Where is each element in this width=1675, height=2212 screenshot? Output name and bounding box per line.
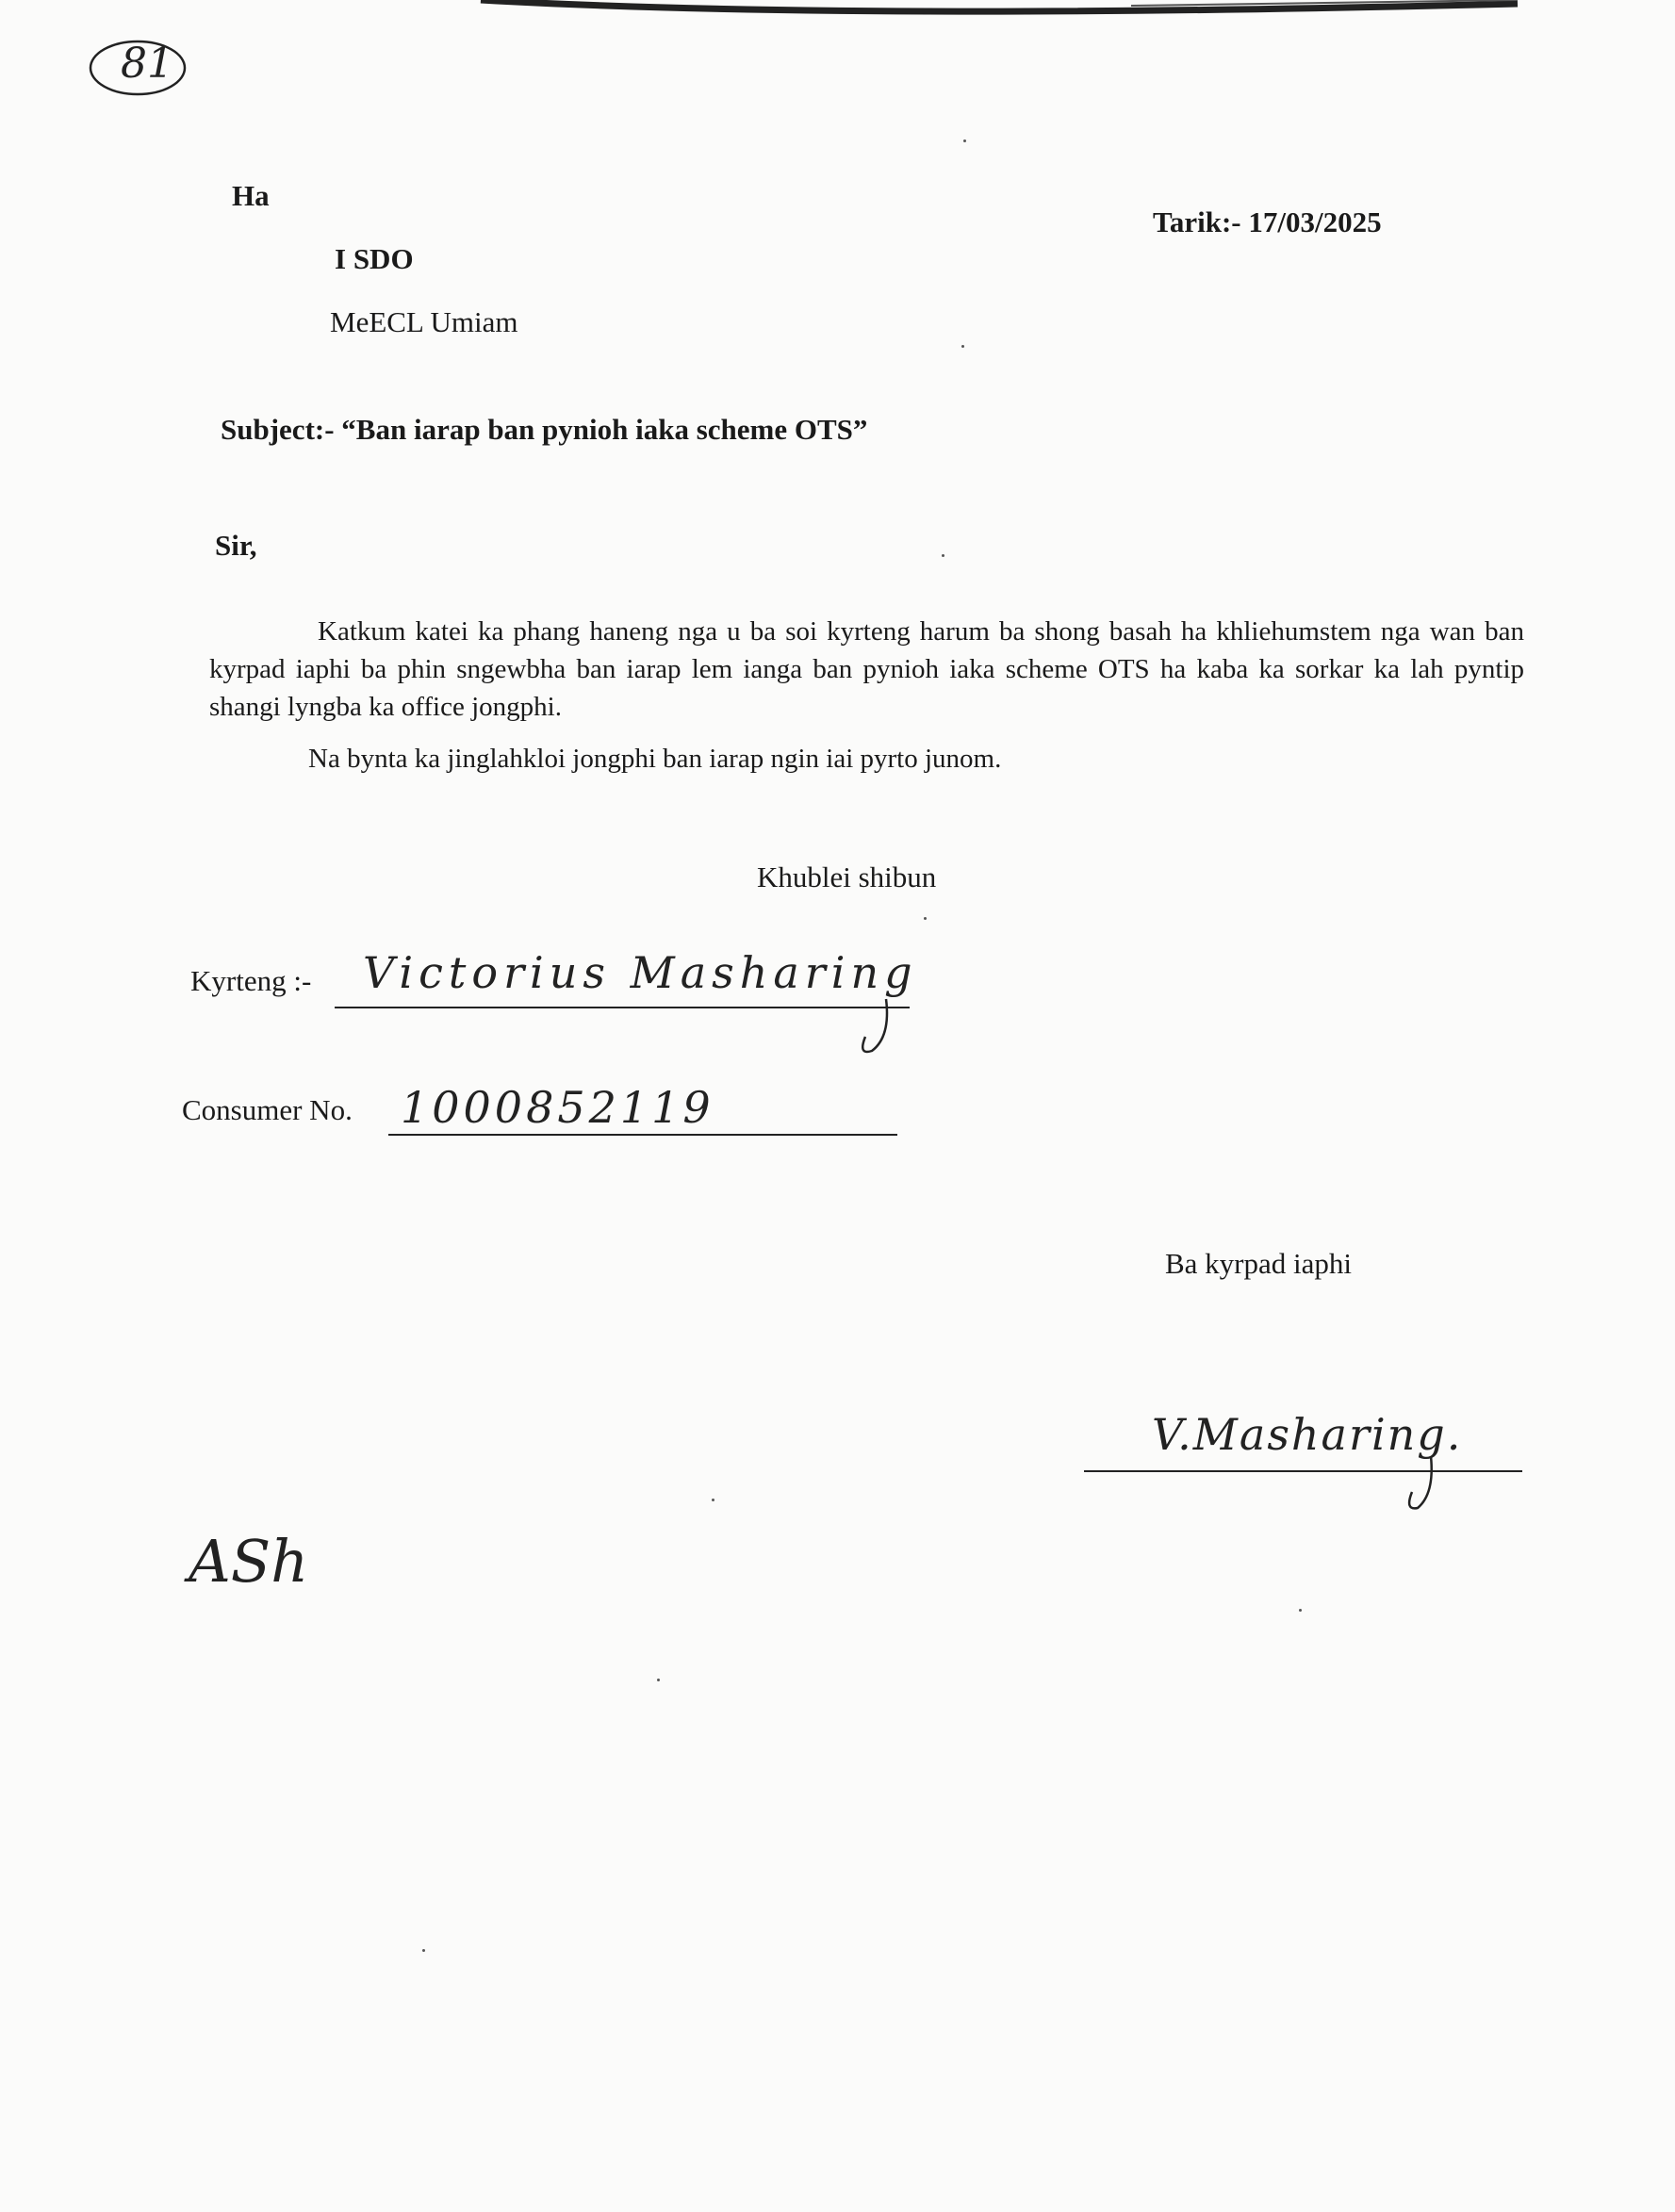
name-value-handwritten: Victorius Masharing [363, 947, 918, 998]
greeting: Sir, [215, 529, 257, 562]
scan-edge-mark [0, 0, 1675, 28]
scan-speck [657, 1679, 660, 1681]
scan-speck [1299, 1609, 1302, 1612]
signoff: Ba kyrpad iaphi [1165, 1247, 1353, 1280]
body-paragraph-2-text: Na bynta ka jinglahkloi jongphi ban iarap ngin iai pyrto junom. [308, 744, 1002, 774]
scan-speck [712, 1499, 714, 1501]
name-label: Kyrteng :- [190, 964, 312, 997]
signature-underline [1084, 1470, 1522, 1472]
scan-speck [961, 345, 964, 348]
recipient: I SDO [335, 242, 414, 275]
office: MeECL Umiam [330, 305, 518, 338]
scan-speck [924, 917, 927, 920]
initials-handwritten: ASh [189, 1527, 309, 1596]
body-paragraph-1 [209, 613, 1524, 726]
stamp-number: 81 [121, 40, 173, 88]
body-paragraph-2 [209, 740, 1524, 778]
name-descender-stroke [858, 999, 905, 1065]
scan-speck [942, 554, 944, 557]
date: Tarik:- 17/03/2025 [1153, 205, 1382, 238]
body-paragraph-1-text: Katkum katei ka phang haneng nga u ba soi kyrteng harum ba shong basah ha khliehumstem nga wan ban kyrpad iaphi ba phin sngewbha ban iarap lem ianga ban pynioh iaka scheme OTS ha kaba ka sorkar ka lah pyntip shangi lyngba ka office jongphi. [209, 616, 1524, 722]
scan-speck [963, 139, 966, 142]
name-underline [335, 1007, 910, 1008]
salutation-to: Ha [232, 179, 270, 212]
closing: Khublei shibun [757, 860, 937, 893]
signature-handwritten: V.Masharing. [1152, 1409, 1463, 1460]
consumer-label: Consumer No. [182, 1093, 353, 1126]
signature-descender-stroke [1404, 1456, 1452, 1522]
scan-speck [422, 1949, 425, 1952]
consumer-underline [388, 1134, 897, 1136]
consumer-number-handwritten: 1000852119 [401, 1082, 714, 1133]
subject-line: Subject:- “Ban iarap ban pynioh iaka scheme OTS” [221, 413, 868, 446]
